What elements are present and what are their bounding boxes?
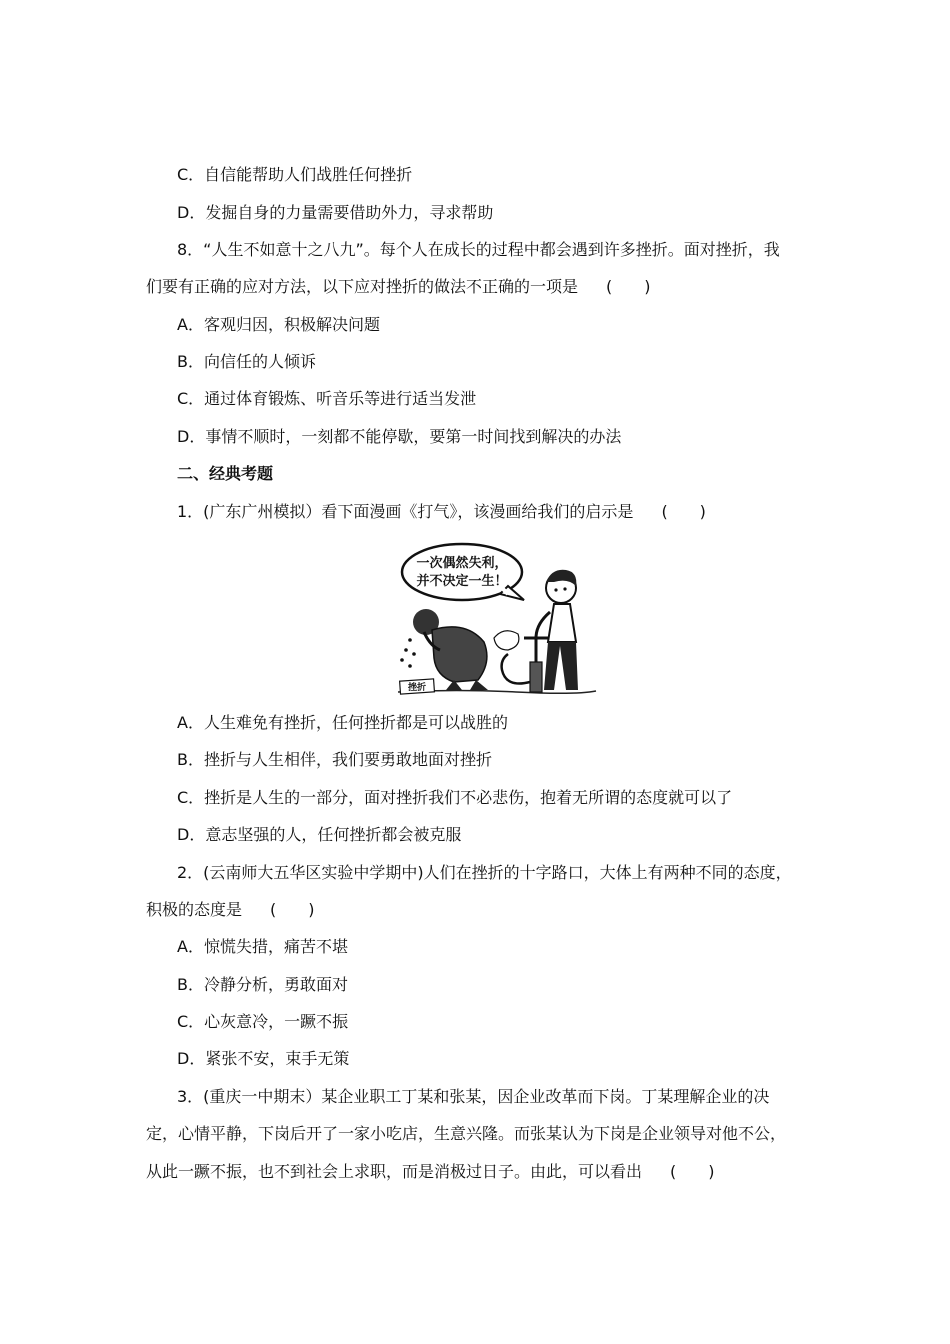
q2-stem-line1: 2．(云南师大五华区实验中学期中)人们在挫折的十字路口，大体上有两种不同的态度， bbox=[177, 863, 792, 882]
frustration-sign bbox=[400, 679, 435, 694]
q8-option-c: C．通过体育锻炼、听音乐等进行适当发泄 bbox=[177, 389, 477, 408]
q1-option-b: B．挫折与人生相伴，我们要勇敢地面对挫折 bbox=[177, 750, 492, 769]
q8-stem-line2 bbox=[146, 277, 651, 297]
q2-option-c: C．心灰意冷，一蹶不振 bbox=[177, 1012, 349, 1031]
q8-option-b: B．向信任的人倾诉 bbox=[177, 352, 316, 371]
q2-answer-paren: ( ) bbox=[270, 900, 315, 919]
sign-text: 挫折 bbox=[407, 683, 427, 693]
q2-option-a: A．惊慌失措，痛苦不堪 bbox=[177, 937, 348, 956]
q2-option-d: D．紧张不安，束手无策 bbox=[177, 1049, 350, 1068]
q2-option-b: B．冷静分析，勇敢面对 bbox=[177, 975, 348, 994]
q8-stem-line1: 8．“人生不如意十之八九”。每个人在成长的过程中都会遇到许多挫折。面对挫折，我 bbox=[177, 240, 780, 259]
q3-stem-text: 从此一蹶不振，也不到社会上求职，而是消极过日子。由此，可以看出 bbox=[146, 1162, 643, 1181]
q8-answer-paren: ( ) bbox=[606, 277, 651, 296]
q3-stem-line3 bbox=[146, 1162, 715, 1182]
q8-option-d: D．事情不顺时，一刻都不能停歇，要第一时间找到解决的办法 bbox=[177, 427, 622, 446]
q2-stem-line2 bbox=[146, 900, 315, 920]
q1-option-a: A．人生难免有挫折，任何挫折都是可以战胜的 bbox=[177, 713, 508, 732]
prev-option-d: D．发掘自身的力量需要借助外力，寻求帮助 bbox=[177, 203, 494, 222]
q1-stem bbox=[177, 502, 706, 522]
crouching-figure bbox=[400, 609, 488, 690]
q1-option-c: C．挫折是人生的一部分，面对挫折我们不必悲伤，抱着无所谓的态度就可以了 bbox=[177, 788, 733, 807]
section-heading: 二、经典考题 bbox=[177, 464, 274, 483]
q1-option-d: D．意志坚强的人，任何挫折都会被克服 bbox=[177, 825, 462, 844]
q3-stem-line1: 3．(重庆一中期末）某企业职工丁某和张某，因企业改革而下岗。丁某理解企业的决 bbox=[177, 1087, 770, 1106]
cartoon-image bbox=[396, 542, 598, 696]
q1-answer-paren: ( ) bbox=[661, 502, 706, 521]
q3-stem-line2: 定，心情平静，下岗后开了一家小吃店，生意兴隆。而张某认为下岗是企业领导对他不公， bbox=[146, 1124, 787, 1143]
q2-stem-text: 积极的态度是 bbox=[146, 900, 243, 919]
q3-answer-paren: ( ) bbox=[670, 1162, 715, 1181]
q8-stem-text: 们要有正确的应对方法，以下应对挫折的做法不正确的一项是 bbox=[146, 277, 579, 296]
bubble-text-line2: 并不决定一生！ bbox=[416, 574, 508, 589]
bubble-text-line1: 一次偶然失利， bbox=[416, 556, 508, 571]
prev-option-c: C．自信能帮助人们战胜任何挫折 bbox=[177, 165, 413, 184]
q8-option-a: A．客观归因，积极解决问题 bbox=[177, 315, 380, 334]
q1-stem-text: 1．(广东广州模拟）看下面漫画《打气》，该漫画给我们的启示是 bbox=[177, 502, 634, 521]
